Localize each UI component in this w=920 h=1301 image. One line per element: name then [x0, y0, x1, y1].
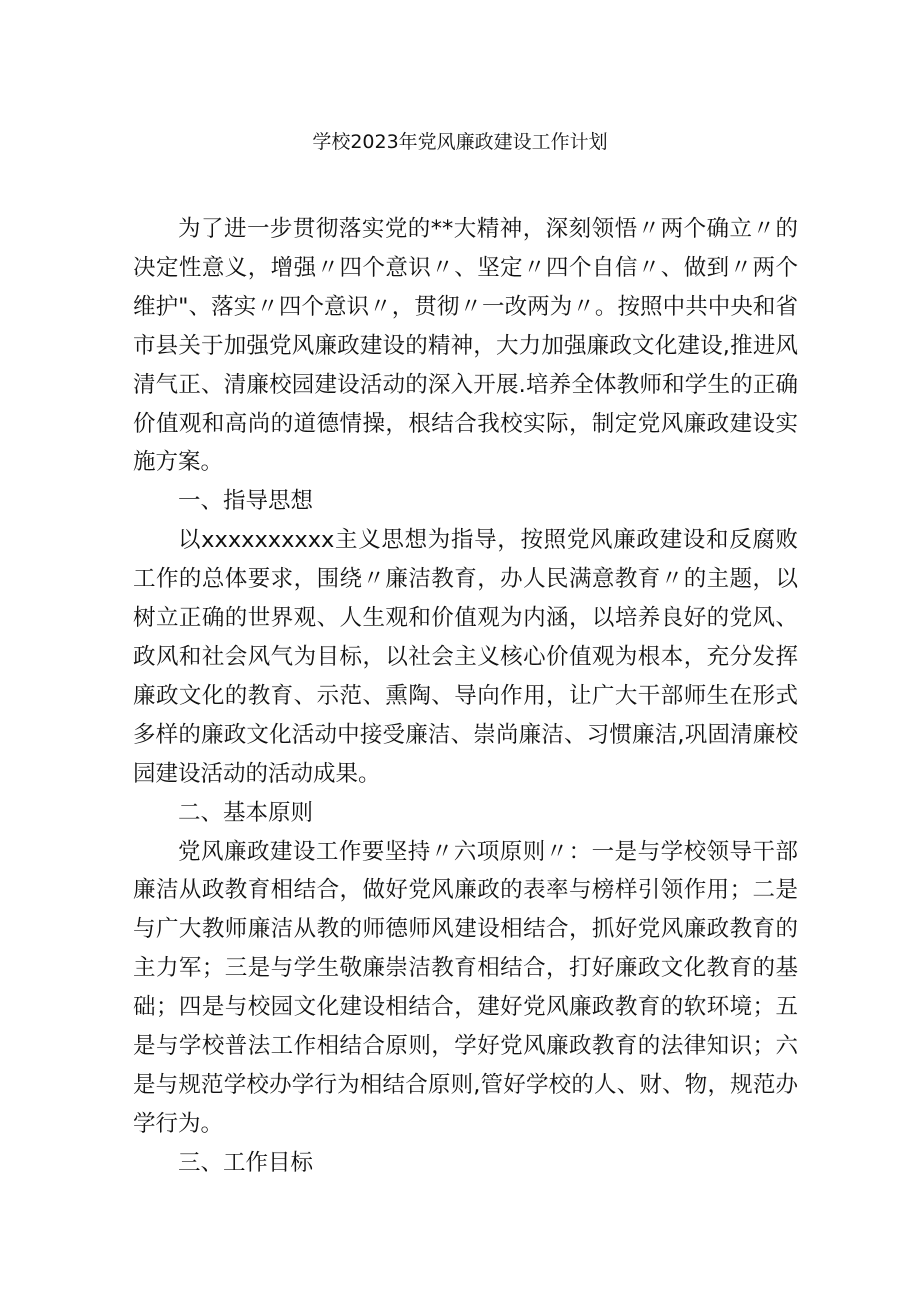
basic-principles-paragraph: 党风廉政建设工作要坚持〃六项原则〃：一是与学校领导干部廉洁从政教育相结合，做好党风廉政的表率与榜样引领作用；二是与广大教师廉洁从教的师德师风建设相结合，抓好党风廉政教育的主力军；三是与学生敬廉崇洁教育相结合，打好廉政文化教育的基础；四是与校园文化建设相结合，建好党风廉政教育的软环境；五是与学校普法工作相结合原则，学好党风廉政教育的法律知识；六是与规范学校办学行为相结合原则,管好学校的人、财、物，规范办学行为。 [133, 838, 798, 1137]
document-title: 学校2023年党风廉政建设工作计划 [312, 131, 608, 153]
document-body [133, 210, 798, 1183]
section-heading-basic-principles: 二、基本原则 [178, 799, 314, 826]
section-heading-guiding-thought: 一、指导思想 [178, 488, 314, 515]
intro-paragraph: 为了进一步贯彻落实党的**大精神，深刻领悟〃两个确立〃的决定性意义，增强〃四个意识〃、坚定〃四个自信〃、做到〃两个维护"、落实〃四个意识〃，贯彻〃一改两为〃。按照中共中央和省市县关于加强党风廉政建设的精神，大力加强廉政文化建设,推进风清气正、清廉校园建设活动的深入开展.培养全体教师和学生的正确价值观和高尚的道德情操，根结合我校实际，制定党风廉政建设实施方案。 [133, 216, 798, 476]
guiding-thought-paragraph: 以xxxxxxxxxx主义思想为指导，按照党风廉政建设和反腐败工作的总体要求，围绕〃廉洁教育，办人民满意教育〃的主题，以树立正确的世界观、人生观和价值观为内涵，以培养良好的党风、政风和社会风气为目标，以社会主义核心价值观为根本，充分发挥廉政文化的教育、示范、熏陶、导向作用，让广大干部师生在形式多样的廉政文化活动中接受廉洁、崇尚廉洁、习惯廉洁,巩固清廉校园建设活动的活动成果。 [133, 527, 798, 787]
section-heading-work-goals: 三、工作目标 [178, 1149, 314, 1176]
